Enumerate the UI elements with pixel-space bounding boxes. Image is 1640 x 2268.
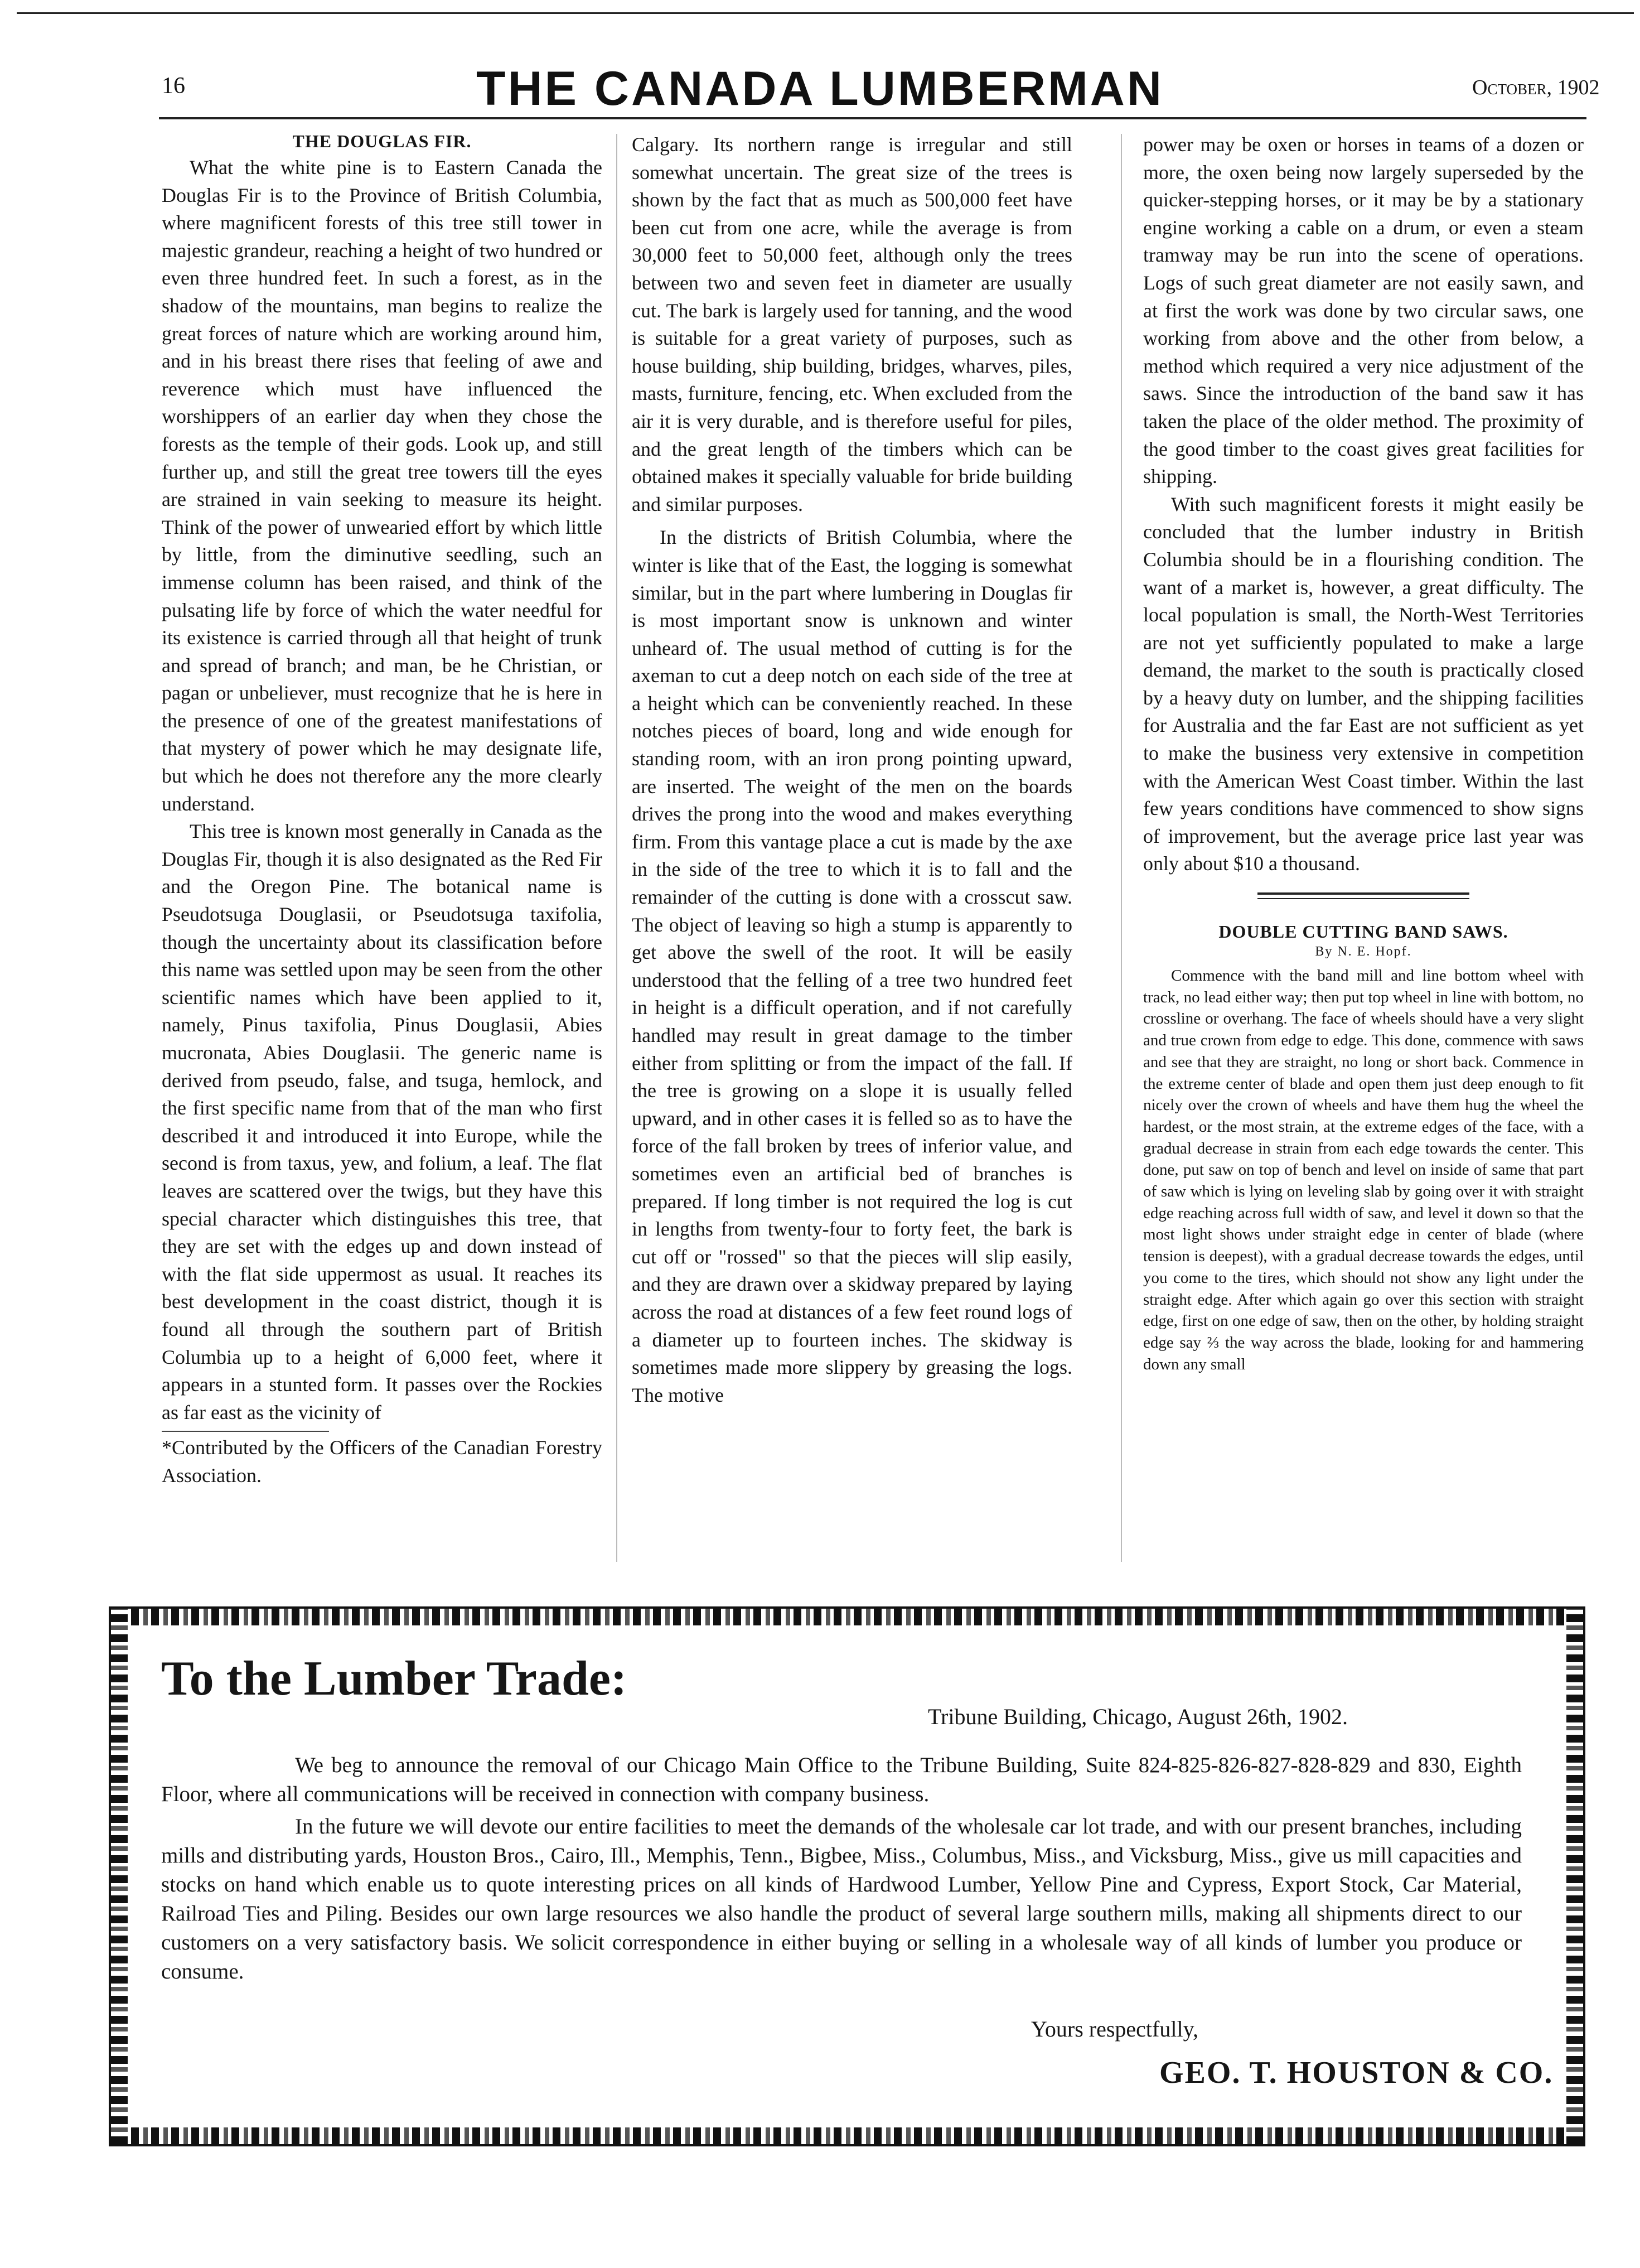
article-title: THE DOUGLAS FIR. <box>292 131 472 151</box>
ornamental-border <box>111 1609 128 2144</box>
article-paragraph: What the white pine is to Eastern Canada the Douglas Fir is to the Province of British Columbia, where magnificent forests of this tree still tower in majestic grandeur, reaching a height of two hundred or even three hundred feet. In such a forest, as in the shadow of the mountains, man begins to realize the great forces of nature which are working around him, and in his breast there rises that feeling of awe and reverence which must have influenced the worshippers of an earlier day when they chose the forests as the temple of their gods. Look up, and still further up, and still the great tree towers till the eyes are strained in vain seeking to measure its height. Think of the power of unwearied effort by which little by little, from the diminutive seedling, such an immense column has been raised, and think of the pulsating life by force of which the water needful for its existence is carried through all that height of trunk and spread of branch; and man, be he Christian, or pagan or unbeliever, must recognize that he is here in the presence of one of the greatest manifestations of that mystery of power which he may designate life, but which he does not therefore any the more clearly understand. <box>162 156 602 815</box>
ad-closing: Yours respectfully, <box>1031 2016 1198 2042</box>
column-2 <box>632 131 1072 1559</box>
article-paragraph: Calgary. Its northern range is irregular and still somewhat uncertain. The great size of the trees is shown by the fact that as much as 500,000 feet have been cut from one acre, while the average is from 30,000 feet to 50,000 feet, although only the trees between two and seven feet in diameter are usually cut. The bark is largely used for tanning, and the wood is suitable for a great variety of purposes, such as house building, ship building, bridges, wharves, piles, masts, furniture, fencing, etc. When excluded from the air it is very durable, and is therefore useful for piles, and the great length of the timbers which can be obtained makes it specially valuable for bride building and similar purposes. <box>632 133 1072 515</box>
page-number: 16 <box>162 73 185 99</box>
ad-dateline: Tribune Building, Chicago, August 26th, 1902. <box>928 1704 1348 1729</box>
column-3 <box>1143 131 1584 1559</box>
footnote-rule <box>162 1431 329 1432</box>
ornamental-border <box>1566 1609 1583 2144</box>
ad-headline: To the Lumber Trade: <box>161 1652 627 1706</box>
article-paragraph: power may be oxen or horses in teams of a dozen or more, the oxen being now largely superseded by the quicker-stepping horses, or it may be by a stationary engine working a cable on a drum, or even a steam tramway may be run into the scene of operations. Logs of such great diameter are not easily sawn, and at first the work was done by two circular saws, one working from above and the other from below, a method which required a very nice adjustment of the saws. Since the introduction of the band saw it has taken the place of the older method. The proximity of the good timber to the coast gives great facilities for shipping. <box>1143 133 1584 488</box>
footnote: *Contributed by the Officers of the Canadian Forestry Association. <box>162 1436 602 1487</box>
column-divider <box>616 134 617 1562</box>
ad-paragraph: We beg to announce the removal of our Chicago Main Office to the Tribune Building, Suite 824-825-826-827-828-829 and 830, Eighth Floor, where all communications will be received in connection with company business. <box>161 1753 1522 1806</box>
article-title: DOUBLE CUTTING BAND SAWS. <box>1218 921 1508 942</box>
advertisement-box <box>109 1606 1585 2146</box>
article-paragraph: This tree is known most generally in Canada as the Douglas Fir, though it is also designated as the Red Fir and the Oregon Pine. The botanical name is Pseudotsuga Douglasii, or Pseudotsuga taxifolia, though the uncertainty about its classification before this name was settled upon may be seen from the other scientific names which have been applied to it, namely, Pinus taxifolia, Pinus Douglasii, Abies mucronata, Abies Douglasii. The generic name is derived from pseudo, false, and tsuga, hemlock, and the first specific name from that of the man who first described it and introduced it into Europe, while the second is from taxus, yew, and folium, a leaf. The flat leaves are scattered over the twigs, but they have this special character which distinguishes this tree, that they are set with the edges up and down instead of with the flat side uppermost as usual. It reaches its best development in the coast district, though it is found all through the southern part of British Columbia up to a height of 6,000 feet, where it appears in a stunted form. It passes over the Rockies as far east as the vicinity of <box>162 820 602 1423</box>
article-paragraph: Commence with the band mill and line bottom wheel with track, no lead either way; then put top wheel in line with bottom, no crossline or overhang. The face of wheels should have a very slight and true crown from edge to edge. This done, commence with saws and see that they are straight, no long or short back. Commence in the extreme center of blade and open them just deep enough to fit nicely over the crown of wheels and have them hug the wheel the hardest, or the most strain, at the extreme edges of the face, with a gradual decrease in strain from each edge towards the center. This done, put saw on top of bench and level on inside of same that part of saw which is lying on leveling slab by going over it with straight edge reaching across full width of saw, and level it down so that the most light shows under straight edge in center of blade (where tension is deepest), with a gradual decrease towards the edges, until you come to the tires, which should not show any light under the straight edge. After which again go over this section with straight edge, first on one edge of saw, then on the other, by holding straight edge say ⅔ the way across the blade, looking for and hammering down any small <box>1143 967 1584 1373</box>
article-byline: By N. E. Hopf. <box>1315 944 1412 959</box>
issue-date: October, 1902 <box>1472 76 1600 99</box>
article-paragraph: With such magnificent forests it might easily be concluded that the lumber industry in British Columbia should be in a flourishing condition. The want of a market is, however, a great difficulty. The local population is small, the North-West Territories are not yet sufficiently populated to make a large demand, the market to the south is practically closed by a heavy duty on lumber, and the shipping facilities for Australia and the far East are not sufficient as yet to make the business very extensive in competition with the American West Coast timber. Within the last few years conditions have commenced to show signs of improvement, but the average price last year was only about $10 a thousand. <box>1143 493 1584 875</box>
column-divider <box>1121 134 1122 1562</box>
ornamental-border <box>111 1609 1583 1625</box>
column-1 <box>162 131 602 1559</box>
section-divider <box>1257 892 1469 899</box>
header-rule <box>159 117 1586 119</box>
ad-body <box>161 1751 1522 1990</box>
article-paragraph: In the districts of British Columbia, where the winter is like that of the East, the logging is somewhat similar, but in the part where lumbering in Douglas fir is most important snow is unknown and winter unheard of. The usual method of cutting is for the axeman to cut a deep notch on each side of the tree at a height which can be conveniently reached. In these notches pieces of board, long and wide enough for standing room, with an iron prong pointing upward, are inserted. The weight of the men on the boards drives the prong into the wood and makes everything firm. From this vantage place a cut is made by the axe in the side of the tree to which it is to fall and the remainder of the cutting is done with a crosscut saw. The object of leaving so high a stump is apparently to get above the swell of the root. It will be easily understood that the felling of a tree two hundred feet in height is a difficult operation, and if not carefully handled may result in great damage to the timber either from splitting or from the impact of the fall. If the tree is growing on a slope it is usually felled upward, and in other cases it is felled so as to have the force of the fall broken by trees of inferior value, and sometimes even an artificial bed of branches is prepared. If long timber is not required the log is cut in lengths from twenty-four to forty feet, the bark is cut off or "rossed" so that the pieces will slip easily, and they are drawn over a skidway prepared by laying across the road at distances of a few feet round logs of a diameter up to fourteen inches. The skidway is sometimes made more slippery by greasing the logs. The motive <box>632 526 1072 1406</box>
ad-signature: GEO. T. HOUSTON & CO. <box>1159 2055 1554 2090</box>
ad-paragraph: In the future we will devote our entire facilities to meet the demands of the wholesale car lot trade, and with our present branches, including mills and distributing yards, Houston Bros., Cairo, Ill., Memphis, Tenn., Bigbee, Miss., Columbus, Miss., and Vicksburg, Miss., give us mill capacities and stocks on hand which enable us to quote interesting prices on all kinds of Hardwood Lumber, Yellow Pine and Cypress, Export Stock, Car Material, Railroad Ties and Piling. Besides our own large resources we also handle the product of several large southern mills, making all shipments direct to our customers on a very satisfactory basis. We solicit correspondence in either buying or selling in a wholesale way of all kinds of lumber you produce or consume. <box>161 1815 1522 1984</box>
top-rule <box>17 12 1634 14</box>
masthead-title: THE CANADA LUMBERMAN <box>476 62 1164 115</box>
ornamental-border <box>111 2127 1583 2144</box>
